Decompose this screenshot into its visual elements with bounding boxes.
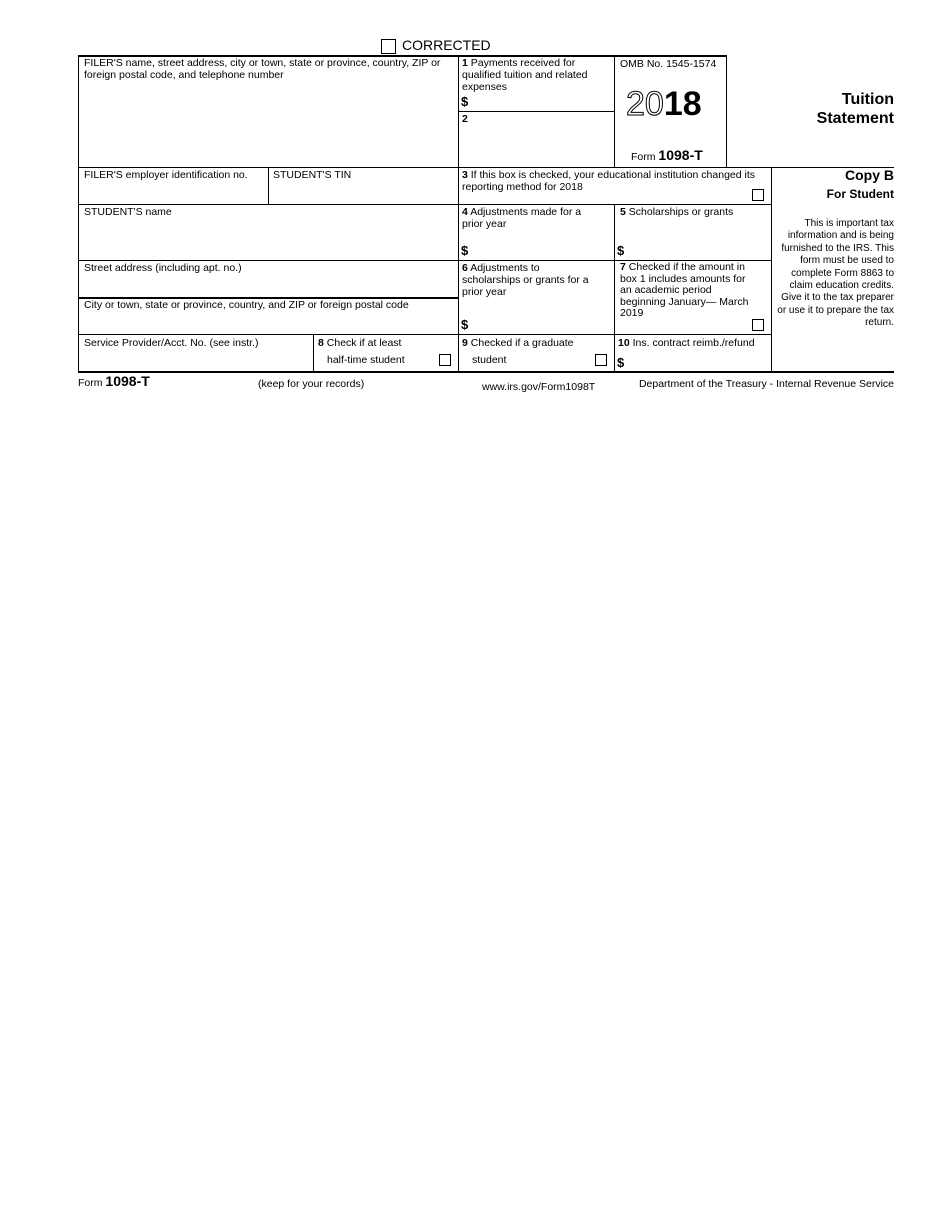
- box8-label-line2: half-time student: [327, 354, 405, 366]
- footer-form-number: 1098-T: [105, 373, 150, 389]
- footer-form-prefix: Form: [78, 377, 103, 389]
- box9-label-line2: student: [472, 354, 507, 366]
- omb-number: OMB No. 1545-1574: [620, 58, 717, 70]
- box9-checkbox[interactable]: [595, 354, 607, 366]
- box10-text: Ins. contract reimb./refund: [632, 337, 755, 349]
- box10-dollar: $: [617, 355, 625, 370]
- box10-number: 10: [618, 337, 630, 349]
- box3-checkbox[interactable]: [752, 189, 764, 201]
- box7-text: Checked if the amount in box 1 includes amounts for an academic period beginning January— March 2019: [620, 261, 749, 320]
- footer-form-name: [78, 373, 150, 389]
- footer-keep-note: (keep for your records): [258, 378, 365, 390]
- rule-box45-div: [614, 204, 615, 371]
- box7-label: [620, 262, 750, 320]
- box3-text: If this box is checked, your educational institution changed its reporting method for 2018: [462, 169, 756, 193]
- tax-year: [626, 84, 702, 124]
- box10-label: [618, 337, 755, 349]
- rule-box1-right: [614, 55, 615, 167]
- box1-number: 1: [462, 57, 468, 69]
- footer-url: www.irs.gov/Form1098T: [482, 381, 596, 393]
- service-provider-label: Service Provider/Acct. No. (see instr.): [84, 337, 259, 349]
- form-title-line1: Tuition: [841, 91, 894, 108]
- footer-department: Department of the Treasury - Internal Revenue Service: [638, 378, 894, 390]
- corrected-label: CORRECTED: [402, 37, 491, 53]
- tax-year-bold: 18: [663, 85, 702, 123]
- copy-title: Copy B: [845, 167, 894, 183]
- rule-box1-bottom: [458, 111, 614, 112]
- rule-omb-right: [726, 55, 727, 167]
- rule-mid-col: [458, 55, 459, 371]
- copy-notice: This is important tax information and is being furnished to the IRS. This form must be used to complete Form 8863 to claim education credits. Give it to the tax preparer or use it to prepare the tax return.: [777, 218, 894, 329]
- box4-dollar: $: [461, 243, 469, 258]
- omb-form-number: 1098-T: [658, 147, 703, 163]
- box3-label: [462, 169, 767, 193]
- rule-ein-right: [268, 167, 269, 204]
- box8-label-line1: [318, 337, 401, 349]
- tax-year-outline: 20: [626, 85, 664, 123]
- student-tin-label: STUDENT'S TIN: [273, 169, 352, 181]
- box8-checkbox[interactable]: [439, 354, 451, 366]
- copy-subtitle: For Student: [826, 187, 894, 201]
- rule-ein-bottom: [78, 204, 772, 205]
- box6-text: Adjustments to scholarships or grants for a prior year: [462, 262, 589, 298]
- box9-text: Checked if a graduate: [470, 337, 574, 349]
- filer-name-label: FILER'S name, street address, city or town, state or province, country, ZIP or foreign postal code, and telephone number: [84, 57, 441, 81]
- corrected-checkbox[interactable]: [381, 39, 396, 54]
- box4-label: [462, 206, 602, 230]
- rule-right-col: [771, 167, 772, 371]
- rule-box8-left: [313, 334, 314, 371]
- box6-label: [462, 262, 592, 298]
- box8-text: Check if at least: [326, 337, 402, 349]
- box6-dollar: $: [461, 317, 469, 332]
- box5-dollar: $: [617, 243, 625, 258]
- rule-city-bottom: [78, 334, 772, 335]
- box9-number: 9: [462, 337, 468, 349]
- box1-label: [462, 57, 612, 93]
- box1-dollar: $: [461, 94, 469, 109]
- box5-text: Scholarships or grants: [628, 206, 734, 218]
- box4-number: 4: [462, 206, 468, 218]
- form-title: [760, 90, 894, 128]
- student-name-label: STUDENT'S name: [84, 206, 172, 218]
- student-city-label: City or town, state or province, country, and ZIP or foreign postal code: [84, 299, 409, 311]
- form-title-line2: Statement: [816, 110, 894, 127]
- form-bottom-border: [78, 371, 894, 373]
- box6-number: 6: [462, 262, 468, 274]
- box7-number: 7: [620, 261, 626, 273]
- box2-number: 2: [462, 113, 468, 125]
- omb-form-prefix: Form: [631, 151, 656, 163]
- rule-left-edge: [78, 55, 79, 371]
- rule-filer-bottom: [78, 167, 772, 168]
- box3-number: 3: [462, 169, 468, 181]
- omb-form-name: [631, 147, 703, 163]
- box5-number: 5: [620, 206, 626, 218]
- box7-checkbox[interactable]: [752, 319, 764, 331]
- student-street-label: Street address (including apt. no.): [84, 262, 242, 274]
- box8-number: 8: [318, 337, 324, 349]
- box9-label-line1: [462, 337, 574, 349]
- box4-text: Adjustments made for a prior year: [462, 206, 582, 230]
- filer-ein-label: FILER'S employer identification no.: [84, 169, 248, 181]
- box5-label: [620, 206, 768, 218]
- box1-text: Payments received for qualified tuition and related expenses: [462, 57, 588, 93]
